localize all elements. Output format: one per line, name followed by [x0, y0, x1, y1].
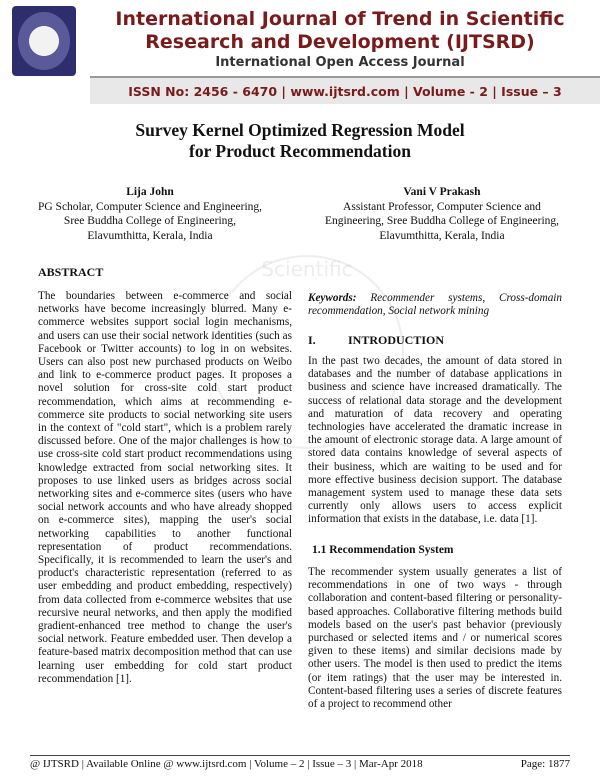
author-affiliation-line: Elavumthitta, Kerala, India — [379, 229, 505, 242]
section-title: INTRODUCTION — [348, 333, 445, 347]
page-footer — [30, 758, 570, 770]
keywords-label: Keywords: — [308, 292, 357, 304]
keywords-text: Recommender systems, Cross-domain recommendation, Social network mining — [308, 292, 562, 318]
journal-logo — [12, 6, 76, 76]
paper-title-line2: for Product Recommendation — [189, 141, 411, 161]
author-affiliation-line: Assistant Professor, Computer Science and — [343, 200, 541, 213]
abstract-body: The boundaries between e-commerce and social networks have become increasingly blurred. Many e-commerce websites support social login mechanisms, and users can use their social network identities (such as Facebook or Twitter accounts) to log in on websites. Users can also post new purchased products on Weibo and link to e-commerce product pages. It proposes a novel solution for cross-site cold start product recommendation, which aims at recommending e-commerce site products to social networking site users in the context of "cold start", which is a problem rarely discussed before. One of the major challenges is how to use cross-site cold start product recommendations using knowledge extracted from social networking sites. It proposes to use linked users as bridges across social networking sites and e-commerce sites (users who have social network accounts and who have already shopped on e-commerce sites), mapping the user's social networking capabilities to another functional representation of product recommendations. Specifically, it is recommended to learn the user's and product's characteristic representation (referred to as user embedding and product embedding, respectively) from data collected from e-commerce websites that use recursive neural networks, and then apply the modified gradient-enhanced tree method to change the user's social network. Feature embedded user. Then develop a feature-based matrix decomposition method that can use learning user embedding for cold start product recommendation [1]. — [38, 290, 292, 685]
author-name: Vani V Prakash — [403, 186, 481, 198]
introduction-heading — [308, 333, 444, 348]
abstract-heading: ABSTRACT — [38, 265, 104, 279]
footer-left: @ IJTSRD | Available Online @ www.ijtsrd.com | Volume – 2 | Issue – 3 | Mar-Apr 2018 — [30, 758, 423, 770]
journal-header — [0, 0, 600, 108]
author-affiliation-line: PG Scholar, Computer Science and Engineering, — [37, 200, 263, 213]
issn-bar: ISSN No: 2456 - 6470 | www.ijtsrd.com | Volume - 2 | Issue – 3 — [90, 76, 600, 104]
watermark-text: Scientific — [261, 257, 353, 281]
introduction-body: In the past two decades, the amount of data stored in databases and the number of database applications in business and science have increased dramatically. The success of relational data storage and the development and maturation of data recovery and operating technologies have accelerated the dramatic increase in the amount of electronic storage data. A large amount of stored data contains knowledge of several aspects of their business, which are waiting to be used and for more effective business decision support. The database management system used to manage these data sets currently only allows users to access explicit information that exists in the database, i.e. data [1]. — [308, 355, 562, 526]
author-name: Lija John — [126, 186, 174, 198]
footer-divider — [30, 755, 570, 756]
journal-title-line1: International Journal of Trend in Scientific — [115, 8, 565, 30]
section-number: I. — [308, 333, 316, 347]
author-affiliation-line: Engineering, Sree Buddha College of Engineering, — [324, 215, 560, 227]
subsection-body: The recommender system usually generates a list of recommendations in one of two ways - through collaboration and content-based filtering or personality-based approaches. Collaborative filtering methods build models based on the user's past behavior (previously purchased or selected items and / or numerical scores given to these items) and similar decisions made by other users. The model is then used to predict the items (or item ratings) that the user may be interested in. Content-based filtering uses a series of discrete features of a project to recommend other — [308, 566, 562, 711]
author-block-1 — [10, 185, 290, 243]
author-affiliation-line: Elavumthitta, Kerala, India — [87, 229, 213, 242]
author-affiliation-line: Sree Buddha College of Engineering, — [63, 215, 237, 227]
keywords — [308, 292, 562, 318]
journal-seal-icon — [18, 12, 70, 70]
journal-title-line2: Research and Development (IJTSRD) — [145, 31, 535, 53]
subsection-heading: 1.1 Recommendation System — [312, 544, 454, 556]
author-block-2 — [302, 185, 582, 243]
paper-title-line1: Survey Kernel Optimized Regression Model — [135, 120, 465, 140]
journal-subtitle: International Open Access Journal — [215, 55, 465, 70]
footer-page-number: Page: 1877 — [520, 758, 570, 770]
